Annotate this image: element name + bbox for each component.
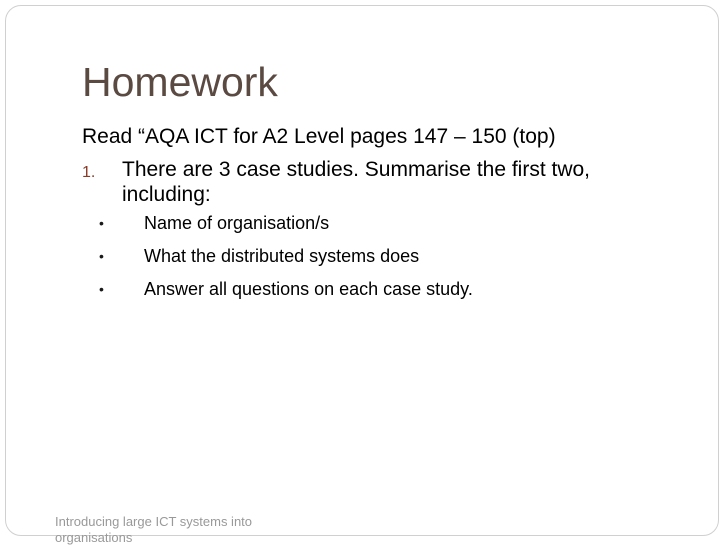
numbered-item-text: There are 3 case studies. Summarise the first two, including: (122, 158, 591, 206)
slide-content (82, 124, 682, 312)
bullet-item (82, 246, 682, 267)
slide-footer: Introducing large ICT systems into organisations (55, 514, 253, 545)
bullet-text: Name of organisation/s (144, 213, 330, 233)
bullet-icon: • (99, 281, 104, 297)
bullet-icon: • (99, 215, 104, 231)
bullet-icon: • (99, 248, 104, 264)
bullet-text: Answer all questions on each case study. (144, 279, 473, 299)
bullet-text: What the distributed systems does (144, 246, 420, 266)
numbered-item (82, 157, 682, 207)
number-marker: 1. (82, 164, 96, 181)
slide-title: Homework (82, 59, 278, 105)
bullet-item (82, 279, 682, 300)
bullet-list (82, 213, 682, 300)
bullet-item (82, 213, 682, 234)
intro-text: Read “AQA ICT for A2 Level pages 147 – 150 (top) (82, 125, 556, 148)
